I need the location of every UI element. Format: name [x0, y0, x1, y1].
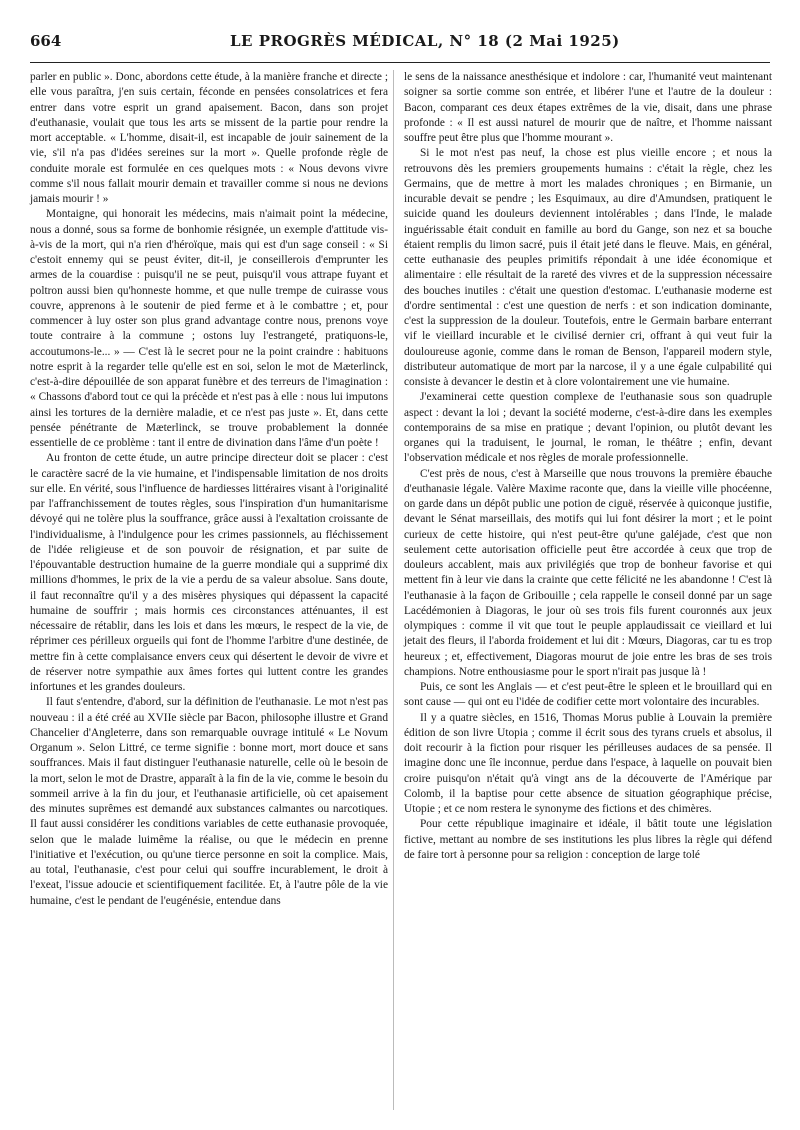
running-title: LE PROGRÈS MÉDICAL, N° 18 (2 Mai 1925)	[230, 32, 620, 50]
page-header	[30, 30, 770, 56]
paragraph: Si le mot n'est pas neuf, la chose est plus vieille encore ; et nous la retrouvons dès les premiers groupements humains : c'était la règle, chez les Germains, que de mettre à mort les malades chroniques ; en Birmanie, un incurable devait se pendre ; les Esquimaux, au dire d'Amundsen, pratiquent le suicide quand les douleurs deviennent intolérables ; dans l'Inde, le malade inguérissable était conduit en famille au bord du Gange, son nez et sa bouche étaient remplis du limon sacré, puis il était jeté dans le fleuve. Mais, en général, cette euthanasie des peuples primitifs répondait à une idée économique et alimentaire : elle résultait de la rareté des vivres et de la suppression nécessaire des bouches inutiles : c'était une question d'estomac. L'euthanasie moderne est d'ordre sentimental : c'est une question de nerfs : et son indication dominante, c'est la suppression de la douleur. Toutefois, entre le Germain barbare enterrant vif le vieillard incurable et le civilisé dernier cri, offrant à qui veut fuir la douloureuse agonie, comme dans le roman de Benson, l'appareil modern style, distributeur automatique de mort par la narcose, il y a une égale culpabilité qui consiste à devancer le destin et à clore volontairement une vie humaine.	[404, 147, 772, 388]
column-divider	[393, 70, 394, 1110]
paragraph: Pour cette république imaginaire et idéale, il bâtit toute une législation fictive, mettant au nombre de ses institutions les plus libres la règle qui défend de faire tort à personne pour sa religion : conception de large tolé	[404, 818, 772, 861]
page-number: 664	[30, 32, 62, 50]
header-rule	[30, 62, 770, 63]
paragraph: le sens de la naissance anesthésique et indolore : car, l'humanité veut maintenant soigner sa sortie comme son entrée, et libérer l'une et l'autre de la douleur : Bacon, comparant ces deux étapes extrêmes de la vie, disait, dans une phrase profonde : « Il est aussi naturel de mourir que de naître, et l'homme naissant souffre peut être plus que l'homme mourant ».	[404, 71, 772, 144]
paragraph: Au fronton de cette étude, un autre principe directeur doit se placer : c'est le caractère sacré de la vie humaine, et l'indispensable limitation de nos droits sur elle. En vérité, sous l'influence de hardiesses littéraires visant à l'originalité par l'affranchissement de toutes règles, sous l'inspiration d'un humanitarisme dévoyé qui ne tolère plus la souffrance, grâce aussi à l'exaltation croissante de l'individualisme, à l'indulgence pour les crimes passionnels, au fléchissement de l'idée religieuse et de son pouvoir de résignation, et par suite de l'épouvantable destruction humaine de la guerre mondiale qui a supprimé dix millions d'hommes, le prix de la vie a perdu de sa valeur absolue. Sans doute, il faut reconnaître qu'il y a des misères physiques qui dépassent la capacité humaine de souffrir ; mais hormis ces circonstances atténuantes, il est nécessaire de rétablir, dans les lois et dans les mœurs, le respect de la vie, de réprimer ces périlleux orgueils qui font de l'homme l'arbitre d'une destinée, de mettre fin à cette complaisance envers ceux qui désertent le devoir de vivre et de réserver notre sympathie aux âmes fortes qui luttent contre les grandes infortunes et les grandes douleurs.	[30, 452, 388, 693]
paragraph: Puis, ce sont les Anglais — et c'est peut-être le spleen et le brouillard qui en sont cause — qui ont eu l'idée de codifier cette mort volontaire des incurables.	[404, 681, 772, 709]
right-column	[404, 70, 772, 863]
paragraph: C'est près de nous, c'est à Marseille que nous trouvons la première ébauche d'euthanasie légale. Valère Maxime raconte que, dans la vieille ville phocéenne, on garde dans un dépôt public une potion de ciguë, réservée à quiconque justifie, devant le Sénat marseillais, des motifs qui lui font désirer la mort ; et le point curieux de cette histoire, qui n'est peut-être qu'une galéjade, c'est que non seulement cette autorisation officielle peut être accordée à ceux que trop de douleurs accablent, mais aux privilégiés que trop de bonheur favorise et qui mettent fin à leur vie dans la crainte que cette félicité ne les abandonne ! C'est là l'euthanasie à la façon de Gribouille ; cela rappelle le conseil donné par un sage Lacédémonien à Diagoras, le jour où ses trois fils furent couronnés aux jeux olympiques : comme il vit que tout le peuple applaudissait ce vieillard et lui jetait des fleurs, il l'aborda froidement et lui dit : Mœurs, Diagoras, car tu es trop heureux ; et, effectivement, Diagoras mourut de joie entre les bras de ses trois champions. Notre enthousiasme pour le sport n'irait pas jusque là !	[404, 467, 772, 678]
paragraph: Montaigne, qui honorait les médecins, mais n'aimait point la médecine, nous a donné, sous sa forme de bonhomie résignée, un exemple d'attitude vis-à-vis de la mort, qui n'a rien d'héroïque, mais qui est d'un sage conseil : « Si c'estoit ennemy qui se peust éviter, dit-il, je conseillerois d'emprunter les armes de la couardise : puisqu'il ne se peut, puisqu'il vous attrape fuyant et poltron aussi bien qu'honneste homme, et que nulle trempe de cuirasse vous couvre, apprenons à le soutenir de pied ferme et à le combattre ; et, pour commencer à luy oster son plus grand advantage contre nous, prenons voye toute contraire à la commune ; ostons luy l'estrangeté, pratiquons-le, accoutumons-le... » — C'est là le secret pour ne la point craindre : habituons notre esprit à la regarder telle qu'elle est en soi, selon le mot de Mæterlinck, c'est-à-dire dépouillée de son apparat funèbre et des terreurs de l'imagination : « Chassons d'abord tout ce qui la précède et n'est pas à elle : nous lui imputons ainsi les tortures de la dernière maladie, et ce n'est pas juste ». Et, dans cette pensée pénétrante de Mæterlinck, se trouve probablement la donnée essentielle de ce problème : tant il entre de divination dans l'âme d'un poète !	[30, 208, 388, 449]
paragraph: parler en public ». Donc, abordons cette étude, à la manière franche et directe ; elle vous paraîtra, j'en suis certain, féconde en pensées consolatrices et fera entrer dans votre esprit un grand apaisement. Bacon, dans son projet d'euthanasie, voulait que tous les arts se missent de la partie pour rendre la mort acceptable. « L'homme, disait-il, est incapable de jouir sainement de la vie, s'il n'a pas d'idées sereines sur la mort ». Quelle profonde règle de conduite morale est formulée en ces quelques mots : « Nous devons vivre comme s'il nous fallait mourir demain et travailler comme si nous ne devions jamais mourir ! »	[30, 71, 388, 205]
paragraph: J'examinerai cette question complexe de l'euthanasie sous son quadruple aspect : devant la loi ; devant la société moderne, c'est-à-dire dans les exemples contemporains de sa mise en pratique ; devant l'opinion, ou plutôt devant les organes qui la traduisent, le journal, le roman, le théâtre ; enfin, devant l'observation médicale et nos règles de morale professionnelle.	[404, 391, 772, 465]
paragraph: Il y a quatre siècles, en 1516, Thomas Morus publie à Louvain la première édition de son livre Utopia ; comme il écrit sous des tyrans cruels et absolus, il doit recourir à la fiction pour risquer les périlleuses audaces de sa pensée. Il imagine donc une île inconnue, perdue dans l'espace, à laquelle on pouvait bien croire puisqu'on n'était qu'à vingt ans de la découverte de l'Amérique par Colomb, il la baptise pour cette absence de situation géographique précise, Utopie ; et ce nom restera le synonyme des fictions et des chimères.	[404, 711, 772, 815]
paragraph: Il faut s'entendre, d'abord, sur la définition de l'euthanasie. Le mot n'est pas nouveau : il a été créé au XVIIe siècle par Bacon, philosophe illustre et Grand Chancelier d'Angleterre, dans son remarquable ouvrage intitulé « Le Novum Organum ». Selon Littré, ce terme signifie : bonne mort, mort douce et sans souffrances. Mais il faut distinguer l'euthanasie naturelle, celle où le besoin de la mort, selon le mot de Drastre, apparaît à la fin de la vie, comme le besoin du sommeil arrive à la fin du jour, et l'euthanasie artificielle, où cet apaisement des minutes suprêmes est demandé aux substances calmantes ou narcotiques. Il faut aussi considérer les conditions variables de cette euthanasie provoquée, selon que le malade luimême la réalise, ou que le médecin en prenne l'initiative et l'exécution, ou qu'une tierce personne en soit la complice. Mais, au total, l'euthanasie, c'est pour celui qui souffre incurablement, le droit à l'exeat, l'issue adoucie et scientifiquement facilitée. Et, à l'autre pôle de la vie humaine, c'est le pendant de l'eugénésie, entendue dans	[30, 696, 388, 907]
left-column	[30, 70, 388, 909]
